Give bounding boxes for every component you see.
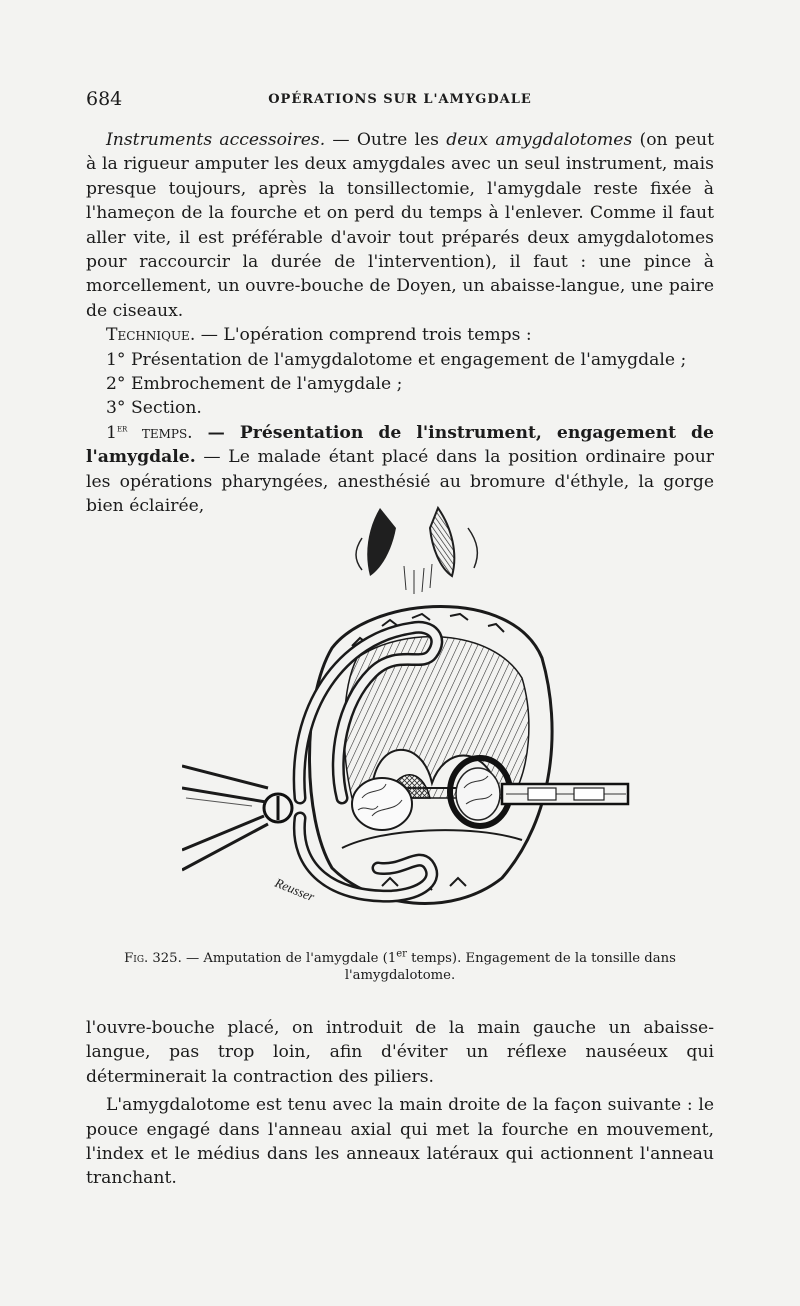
figure-illustration — [182, 498, 632, 934]
temps-label: temps. — [127, 422, 193, 443]
running-title: OPÉRATIONS SUR L'AMYGDALE — [268, 92, 532, 107]
paragraph-continuation: l'ouvre-bouche placé, on introduit de la main gauche un abaisse-langue, pas trop loin, afin d'éviter un réflexe nauséeux qui déterminerait la contraction des piliers. — [86, 1018, 714, 1087]
page-header — [86, 88, 714, 112]
text-block-upper — [86, 128, 714, 519]
instruments-text-1: — Outre les — [325, 130, 447, 150]
instruments-text-2: (on peut à la rigueur amputer les deux amygdales avec un seul instrument, mais presque toujours, après la tonsillectomie, l'amygdale reste fixée à l'hameçon de la fourche et on perd du temps à l'enlever. Comme il faut aller vite, il est préférable d'avoir tout préparés deux amygdalotomes pour raccourcir la durée de l'intervention), il faut : une pince à morcellement, un ouvre-bouche de Doyen, un abaisse-langue, une paire de ciseaux. — [86, 130, 714, 321]
caption-text-2: temps). Engagement de la tonsille dans l'amygdalotome. — [344, 951, 676, 983]
paragraph-amygdalotome-grip: L'amygdalotome est tenu avec la main droite de la façon suivante : le pouce engagé dans l'anneau axial qui met la fourche en mouvement, l'index et le médius dans les anneaux latéraux qui actionnent l'anneau tranchant. — [86, 1095, 714, 1189]
temps-superscript: er — [116, 423, 128, 435]
artist-signature: Reusser — [272, 874, 317, 905]
paragraph-instruments — [86, 128, 714, 323]
figure-caption — [112, 950, 688, 984]
instruments-label: Instruments accessoires. — [106, 130, 326, 150]
text-block-lower — [86, 1016, 714, 1191]
step-item-1: 1° Présentation de l'amygdalotome et engagement de l'amygdale ; — [106, 349, 687, 370]
temps-number: 1 — [106, 422, 117, 443]
caption-label: Fig. 325. — [124, 951, 182, 966]
amygdalotome-engraving — [182, 498, 632, 934]
technique-text: — L'opération comprend trois temps : — [195, 325, 532, 346]
temps-text: — Le malade étant placé dans la position ordinaire pour les opérations pharyngées, anesthésié au bromure d'éthyle, la gorge bien éclairée, — [86, 447, 714, 517]
temps-title: — Présentation de l'instrument, engagement de l'amygdale. — [86, 422, 714, 468]
amygdalotome-drawing — [502, 784, 628, 804]
step-item-2: 2° Embrochement de l'amygdale ; — [106, 374, 403, 395]
nose-drawing — [356, 508, 477, 594]
caption-superscript: er — [396, 948, 407, 960]
step-item-3: 3° Section. — [106, 398, 202, 419]
technique-label: Technique. — [106, 325, 196, 346]
paragraph-technique — [86, 323, 714, 347]
page-number: 684 — [86, 88, 123, 110]
caption-text-1: — Amputation de l'amygdale (1 — [181, 951, 397, 966]
instruments-emphasis: deux amygdalotomes — [446, 130, 633, 150]
